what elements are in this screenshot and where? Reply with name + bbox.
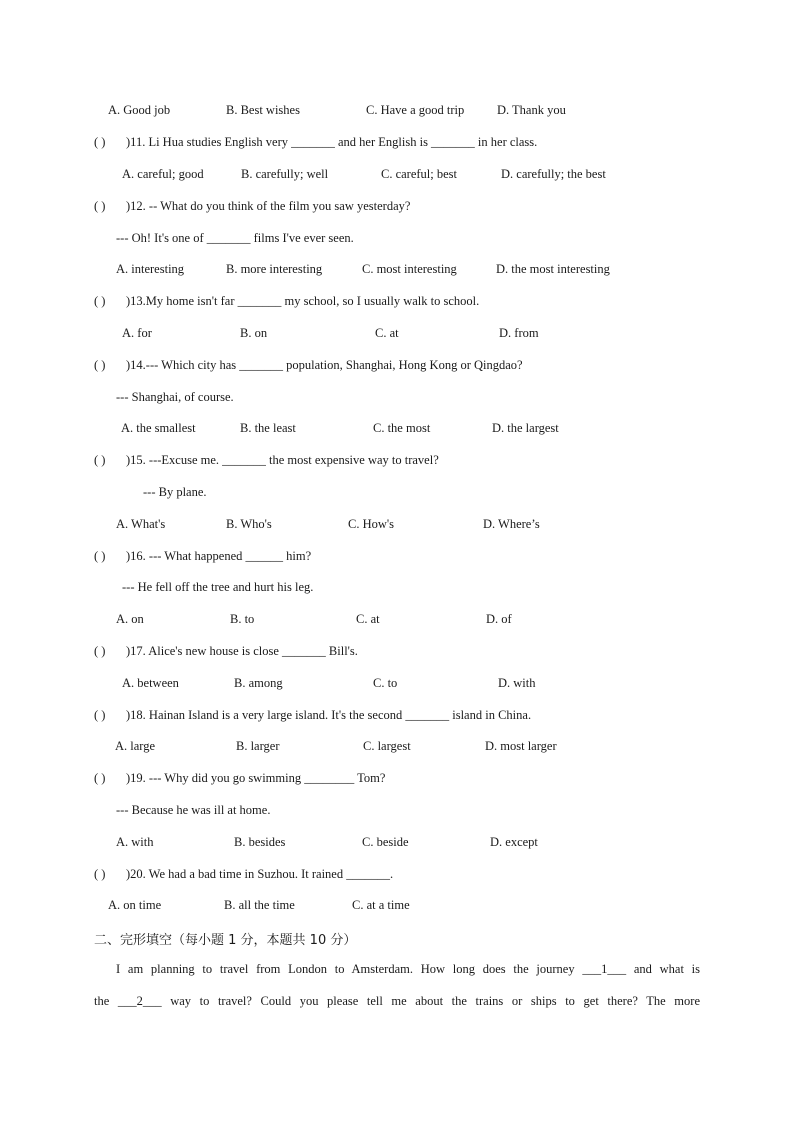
option-b: B. to xyxy=(230,612,255,626)
question-stem: )17. Alice's new house is close _______ Bill's. xyxy=(126,644,358,658)
passage-line xyxy=(94,961,700,977)
question-stem: )20. We had a bad time in Suzhou. It rained _______. xyxy=(126,867,394,881)
option-a: A. careful; good xyxy=(122,167,204,181)
option-c: C. Have a good trip xyxy=(366,103,465,117)
option-c: C. at xyxy=(375,326,399,340)
option-c: C. most interesting xyxy=(362,262,457,276)
answer-blank: ( ) xyxy=(94,644,106,658)
dialogue-line: --- Shanghai, of course. xyxy=(116,390,234,404)
option-b: B. carefully; well xyxy=(241,167,329,181)
answer-blank: ( ) xyxy=(94,199,106,213)
option-a: A. for xyxy=(122,326,152,340)
option-c: C. largest xyxy=(363,739,411,753)
dialogue-line: --- He fell off the tree and hurt his leg. xyxy=(122,580,314,594)
option-c: C. to xyxy=(373,676,398,690)
option-b: B. on xyxy=(240,326,268,340)
option-b: B. among xyxy=(234,676,283,690)
option-d: D. most larger xyxy=(485,739,557,753)
option-a: A. with xyxy=(116,835,154,849)
passage-text: I am planning to travel from London to Amsterdam. How long does the journey ___1___ and what is xyxy=(116,962,700,976)
dialogue-line: --- By plane. xyxy=(143,485,207,499)
question-stem: )15. ---Excuse me. _______ the most expensive way to travel? xyxy=(126,453,439,467)
option-c: C. careful; best xyxy=(381,167,458,181)
option-b: B. all the time xyxy=(224,898,295,912)
option-b: B. more interesting xyxy=(226,262,323,276)
option-a: A. What's xyxy=(116,517,166,531)
question-stem: )19. --- Why did you go swimming ________ Tom? xyxy=(126,771,386,785)
question-stem: )16. --- What happened ______ him? xyxy=(126,549,312,563)
option-d: D. except xyxy=(490,835,538,849)
option-a: A. Good job xyxy=(108,103,171,117)
question-stem: )13.My home isn't far _______ my school, so I usually walk to school. xyxy=(126,294,480,308)
option-c: C. the most xyxy=(373,421,431,435)
option-d: D. the largest xyxy=(492,421,559,435)
option-d: D. Thank you xyxy=(497,103,566,117)
option-c: C. How's xyxy=(348,517,395,531)
option-c: C. at a time xyxy=(352,898,410,912)
answer-blank: ( ) xyxy=(94,867,106,881)
option-a: A. on xyxy=(116,612,144,626)
dialogue-line: --- Oh! It's one of _______ films I've ever seen. xyxy=(116,231,354,245)
option-c: C. at xyxy=(356,612,380,626)
question-stem: )11. Li Hua studies English very _______ and her English is _______ in her class. xyxy=(126,135,538,149)
option-a: A. large xyxy=(115,739,156,753)
answer-blank: ( ) xyxy=(94,358,106,372)
answer-blank: ( ) xyxy=(94,294,106,308)
option-d: D. the most interesting xyxy=(496,262,610,276)
option-d: D. Where’s xyxy=(483,517,540,531)
answer-blank: ( ) xyxy=(94,549,106,563)
question-stem: )12. -- What do you think of the film you saw yesterday? xyxy=(126,199,411,213)
passage-line xyxy=(94,993,700,1009)
option-b: B. the least xyxy=(240,421,296,435)
option-c: C. beside xyxy=(362,835,409,849)
answer-blank: ( ) xyxy=(94,135,106,149)
answer-blank: ( ) xyxy=(94,708,106,722)
option-d: D. from xyxy=(499,326,539,340)
answer-blank: ( ) xyxy=(94,771,106,785)
option-b: B. Who's xyxy=(226,517,272,531)
dialogue-line: --- Because he was ill at home. xyxy=(116,803,271,817)
passage-text: the ___2___ way to travel? Could you please tell me about the trains or ships to get there? The more xyxy=(94,994,700,1008)
answer-blank: ( ) xyxy=(94,453,106,467)
question-stem: )18. Hainan Island is a very large island. It's the second _______ island in China. xyxy=(126,708,532,722)
option-b: B. Best wishes xyxy=(226,103,300,117)
option-a: A. the smallest xyxy=(121,421,196,435)
option-d: D. with xyxy=(498,676,536,690)
option-d: D. carefully; the best xyxy=(501,167,606,181)
question-stem: )14.--- Which city has _______ population, Shanghai, Hong Kong or Qingdao? xyxy=(126,358,523,372)
option-a: A. on time xyxy=(108,898,162,912)
option-a: A. interesting xyxy=(116,262,185,276)
option-b: B. larger xyxy=(236,739,280,753)
option-d: D. of xyxy=(486,612,512,626)
option-a: A. between xyxy=(122,676,179,690)
option-b: B. besides xyxy=(234,835,286,849)
section-title: 二、完形填空（每小题 1 分，本题共 10 分） xyxy=(94,933,357,948)
